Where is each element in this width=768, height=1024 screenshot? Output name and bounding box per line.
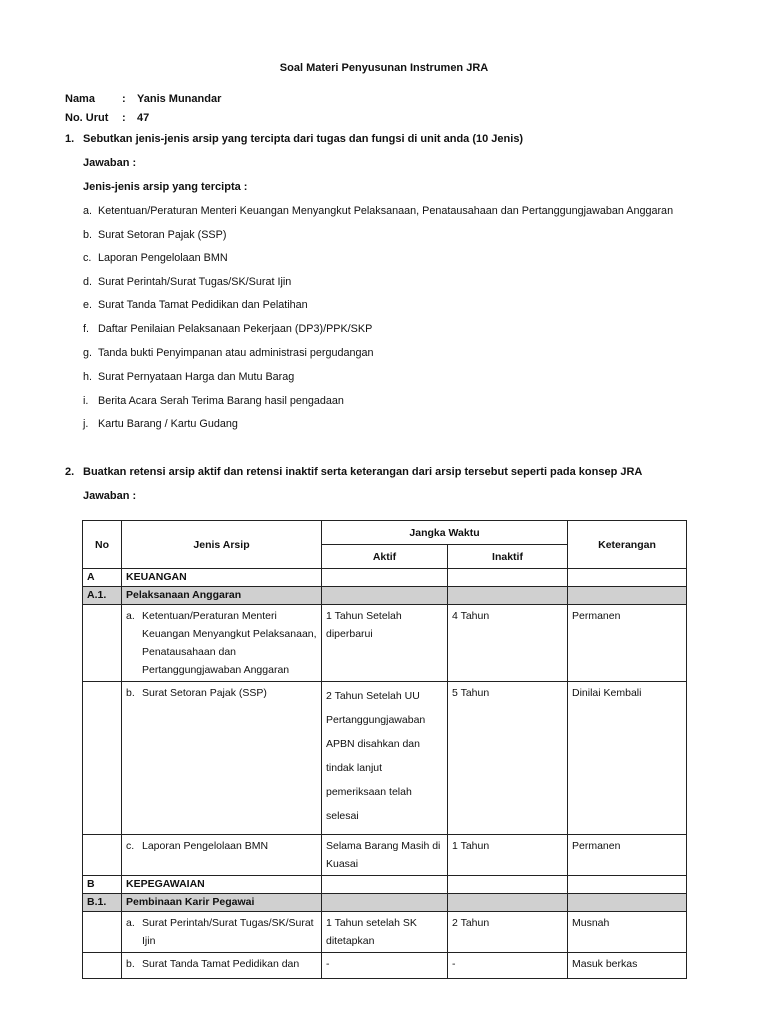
header-jangka-waktu: Jangka Waktu [322, 521, 568, 545]
number-label: No. Urut [65, 112, 109, 124]
document-title: Soal Materi Penyusunan Instrumen JRA [279, 62, 489, 74]
list-item: i. Berita Acara Serah Terima Barang hasil pengadaan [83, 395, 344, 407]
list-item: c. Laporan Pengelolaan BMN [83, 252, 228, 264]
list-item: e. Surat Tanda Tamat Pedidikan dan Pelatihan [83, 299, 308, 311]
header-aktif: Aktif [322, 545, 448, 569]
table-row: a. Surat Perintah/Surat Tugas/SK/Surat Ijin 1 Tahun setelah SK ditetapkan 2 Tahun Musnah [83, 912, 687, 953]
question-1-text: Sebutkan jenis-jenis arsip yang tercipta dari tugas dan fungsi di unit anda (10 Jenis) [83, 133, 524, 145]
header-no: No [83, 521, 122, 569]
question-2-text: Buatkan retensi arsip aktif dan retensi inaktif serta keterangan dari arsip tersebut seperti pada konsep JRA [83, 466, 643, 478]
number-separator: : [122, 112, 126, 124]
header-inaktif: Inaktif [448, 545, 568, 569]
name-value: Yanis Munandar [137, 93, 222, 105]
name-separator: : [122, 93, 126, 105]
question-1-answer-label: Jawaban : [83, 157, 137, 169]
question-2-number: 2. [65, 466, 75, 478]
list-item: j. Kartu Barang / Kartu Gudang [83, 418, 238, 430]
question-1-sub-label: Jenis-jenis arsip yang tercipta : [83, 181, 248, 193]
table-row: A.1. Pelaksanaan Anggaran [83, 587, 687, 605]
name-label: Nama [65, 93, 95, 105]
table-row: c. Laporan Pengelolaan BMN Selama Barang Masih di Kuasai 1 Tahun Permanen [83, 835, 687, 876]
table-row: a. Ketentuan/Peraturan Menteri Keuangan Menyangkut Pelaksanaan, Penatausahaan dan Pertanggungjawaban Anggaran 1 Tahun Setelah diperbarui 4 Tahun Permanen [83, 605, 687, 682]
list-item: d. Surat Perintah/Surat Tugas/SK/Surat Ijin [83, 276, 292, 288]
table-row: A KEUANGAN [83, 569, 687, 587]
header-keterangan: Keterangan [568, 521, 687, 569]
list-item: f. Daftar Penilaian Pelaksanaan Pekerjaan (DP3)/PPK/SKP [83, 323, 373, 335]
table-row: b. Surat Tanda Tamat Pedidikan dan - - Masuk berkas [83, 953, 687, 979]
retention-table [82, 520, 687, 979]
table-row: B.1. Pembinaan Karir Pegawai [83, 894, 687, 912]
header-jenis-arsip: Jenis Arsip [122, 521, 322, 569]
list-item: g. Tanda bukti Penyimpanan atau administrasi pergudangan [83, 347, 374, 359]
list-item: b. Surat Setoran Pajak (SSP) [83, 229, 227, 241]
question-2 [65, 466, 642, 478]
question-1-number: 1. [65, 133, 75, 145]
number-value: 47 [137, 112, 150, 124]
table-row: b. Surat Setoran Pajak (SSP) 2 Tahun Setelah UU Pertanggungjawaban APBN disahkan dan tindak lanjut pemeriksaan telah selesai 5 Tahun Dinilai Kembali [83, 682, 687, 835]
list-item: h. Surat Pernyataan Harga dan Mutu Barag [83, 371, 295, 383]
list-item: a. Ketentuan/Peraturan Menteri Keuangan Menyangkut Pelaksanaan, Penatausahaan dan Pertanggungjawaban Anggaran [83, 205, 674, 217]
question-1 [65, 133, 523, 145]
question-2-answer-label: Jawaban : [83, 490, 137, 502]
table-row: B KEPEGAWAIAN [83, 876, 687, 894]
